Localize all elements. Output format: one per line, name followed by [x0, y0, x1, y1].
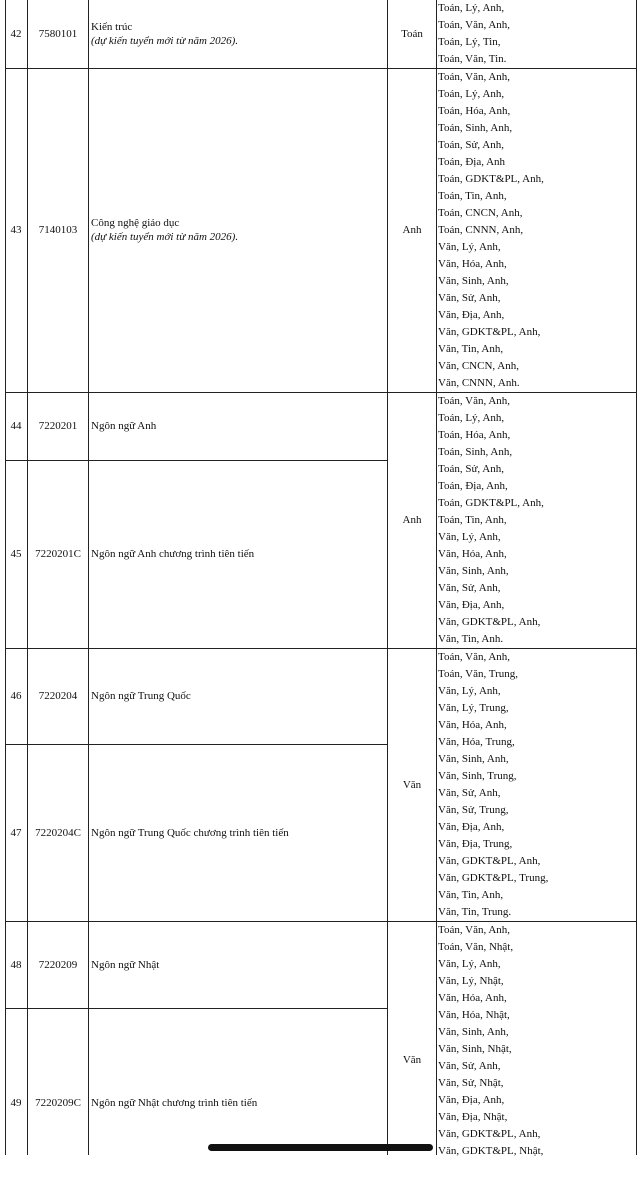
subject-combination: Văn, Hóa, Anh, — [438, 992, 507, 1004]
major-code: 7580101 — [38, 28, 78, 40]
subject-combination: Văn, Tin, Anh. — [438, 633, 504, 645]
major-code: 7220201 — [38, 420, 78, 432]
subject-combination: Văn, Sinh, Anh, — [438, 565, 509, 577]
major-note: (dự kiến tuyển mới từ năm 2026). — [91, 35, 239, 47]
row-number: 45 — [10, 548, 22, 560]
subject-combination: Văn, Sử, Trung, — [438, 804, 509, 816]
subject-combination: Văn, Sinh, Trung, — [438, 770, 517, 782]
subject-combination: Văn, Địa, Anh, — [438, 821, 505, 833]
priority-subject: Anh — [402, 224, 422, 236]
major-name-cell — [91, 0, 387, 68]
subject-combination: Văn, Địa, Nhật, — [438, 1111, 508, 1123]
major-name-cell — [91, 648, 387, 744]
major-code: 7220201C — [35, 548, 81, 560]
combination-list — [438, 69, 640, 392]
subject-combination: Văn, Hóa, Anh, — [438, 548, 507, 560]
subject-combination: Văn, Sinh, Anh, — [438, 753, 509, 765]
major-name-cell — [91, 68, 387, 392]
subject-combination: Văn, CNNN, Anh. — [438, 377, 520, 389]
subject-combination: Toán, CNNN, Anh, — [438, 224, 524, 236]
priority-subject: Văn — [402, 778, 422, 791]
subject-combination: Toán, Lý, Anh, — [438, 88, 505, 100]
major-name-cell — [91, 744, 387, 921]
subject-combination: Văn, Sinh, Nhật, — [438, 1043, 512, 1055]
major-code: 7220209 — [38, 958, 78, 971]
major-name-cell — [91, 392, 387, 460]
major-name-cell — [91, 1008, 387, 1198]
row-number: 48 — [10, 958, 22, 971]
subject-combination: Toán, GDKT&PL, Anh, — [438, 497, 544, 509]
subject-combination: Toán, Địa, Anh, — [438, 480, 508, 492]
subject-combination: Toán, Sinh, Anh, — [438, 122, 513, 134]
subject-combination: Văn, Sinh, Anh, — [438, 1026, 509, 1038]
subject-combination: Văn, Địa, Trung, — [438, 838, 513, 850]
major-code: 7220209C — [35, 1097, 81, 1109]
combination-list — [438, 393, 640, 648]
home-indicator[interactable] — [208, 1144, 433, 1151]
subject-combination: Văn, Địa, Anh, — [438, 1094, 505, 1106]
row-number: 47 — [10, 826, 22, 839]
row-number: 42 — [10, 28, 22, 40]
major-note: (dự kiến tuyển mới từ năm 2026). — [91, 231, 239, 243]
subject-combination: Văn, Địa, Anh, — [438, 309, 505, 321]
subject-combination: Văn, Lý, Nhật, — [438, 975, 504, 987]
subject-combination: Văn, Tin, Anh, — [438, 889, 504, 901]
subject-combination: Toán, Văn, Anh, — [438, 71, 511, 83]
subject-combination: Văn, Hóa, Anh, — [438, 258, 507, 270]
major-name: Ngôn ngữ Anh chương trình tiên tiến — [91, 548, 255, 560]
subject-combination: Văn, Lý, Anh, — [438, 531, 501, 543]
subject-combination: Văn, Sử, Anh, — [438, 582, 501, 594]
subject-combination: Văn, GDKT&PL, Anh, — [438, 616, 541, 628]
subject-combination: Văn, Sinh, Anh, — [438, 275, 509, 287]
subject-combination: Văn, GDKT&PL, Anh, — [438, 326, 541, 338]
subject-combination: Văn, GDKT&PL, Anh, — [438, 855, 541, 867]
column-divider — [436, 0, 437, 1155]
subject-combination: Toán, Địa, Anh — [438, 156, 506, 168]
subject-combination: Toán, Văn, Trung, — [438, 668, 519, 680]
row-number: 49 — [10, 1097, 22, 1109]
subject-combination: Văn, GDKT&PL, Nhật, — [438, 1145, 544, 1157]
subject-combination: Toán, Tin, Anh, — [438, 514, 507, 526]
subject-combination: Văn, Hóa, Nhật, — [438, 1009, 510, 1021]
subject-combination: Toán, Văn, Anh, — [438, 395, 511, 407]
subject-combination: Toán, CNCN, Anh, — [438, 207, 523, 219]
priority-subject: Toán — [401, 28, 423, 40]
major-name-cell — [91, 460, 387, 648]
subject-combination: Văn, Hóa, Anh, — [438, 719, 507, 731]
subject-combination: Toán, Văn, Anh, — [438, 651, 511, 663]
row-number: 44 — [10, 420, 22, 432]
priority-subject: Anh — [402, 514, 422, 526]
subject-combination: Toán, Sử, Anh, — [438, 139, 504, 151]
row-number: 43 — [10, 224, 22, 236]
priority-subject: Văn — [402, 1053, 422, 1066]
combination-list — [438, 649, 640, 921]
subject-combination: Văn, Lý, Anh, — [438, 241, 501, 253]
subject-combination: Toán, Lý, Anh, — [438, 2, 505, 14]
combination-list — [438, 922, 640, 1160]
column-divider — [387, 0, 388, 1155]
major-name: Kiến trúc — [91, 21, 133, 33]
subject-combination: Văn, Lý, Anh, — [438, 958, 501, 970]
row-number: 46 — [10, 690, 22, 702]
subject-combination: Văn, Sử, Anh, — [438, 292, 501, 304]
subject-combination: Văn, Sử, Anh, — [438, 787, 501, 799]
subject-combination: Văn, GDKT&PL, Trung, — [438, 872, 549, 884]
major-code: 7220204C — [35, 826, 81, 839]
subject-combination: Toán, Sinh, Anh, — [438, 446, 513, 458]
subject-combination: Toán, Văn, Anh, — [438, 19, 511, 31]
subject-combination: Toán, Sử, Anh, — [438, 463, 504, 475]
subject-combination: Văn, Địa, Anh, — [438, 599, 505, 611]
combination-list — [438, 0, 640, 68]
subject-combination: Toán, Hóa, Anh, — [438, 105, 511, 117]
subject-combination: Toán, Lý, Tin, — [438, 36, 501, 48]
major-name: Ngôn ngữ Nhật chương trình tiên tiến — [91, 1097, 258, 1109]
subject-combination: Văn, Hóa, Trung, — [438, 736, 515, 748]
subject-combination: Toán, GDKT&PL, Anh, — [438, 173, 544, 185]
major-name-cell — [91, 921, 387, 1008]
subject-combination: Văn, GDKT&PL, Anh, — [438, 1128, 541, 1140]
subject-combination: Toán, Hóa, Anh, — [438, 429, 511, 441]
subject-combination: Văn, Lý, Anh, — [438, 685, 501, 697]
major-name: Công nghệ giáo dục — [91, 217, 180, 229]
subject-combination: Văn, Sử, Anh, — [438, 1060, 501, 1072]
major-name: Ngôn ngữ Trung Quốc chương trình tiên tiến — [91, 826, 289, 839]
major-code: 7220204 — [38, 690, 78, 702]
subject-combination: Toán, Văn, Tin. — [438, 53, 507, 65]
major-name: Ngôn ngữ Nhật — [91, 958, 160, 971]
subject-combination: Toán, Lý, Anh, — [438, 412, 505, 424]
major-code: 7140103 — [38, 224, 78, 236]
subject-combination: Văn, Tin, Trung. — [438, 906, 512, 918]
major-name: Ngôn ngữ Anh — [91, 420, 157, 432]
subject-combination: Văn, Lý, Trung, — [438, 702, 509, 714]
subject-combination: Văn, Tin, Anh, — [438, 343, 504, 355]
subject-combination: Toán, Văn, Anh, — [438, 924, 511, 936]
major-name: Ngôn ngữ Trung Quốc — [91, 690, 191, 702]
subject-combination: Toán, Văn, Nhật, — [438, 941, 514, 953]
subject-combination: Văn, Sử, Nhật, — [438, 1077, 504, 1089]
column-divider — [88, 0, 89, 1155]
subject-combination: Toán, Tin, Anh, — [438, 190, 507, 202]
subject-combination: Văn, CNCN, Anh, — [438, 360, 519, 372]
